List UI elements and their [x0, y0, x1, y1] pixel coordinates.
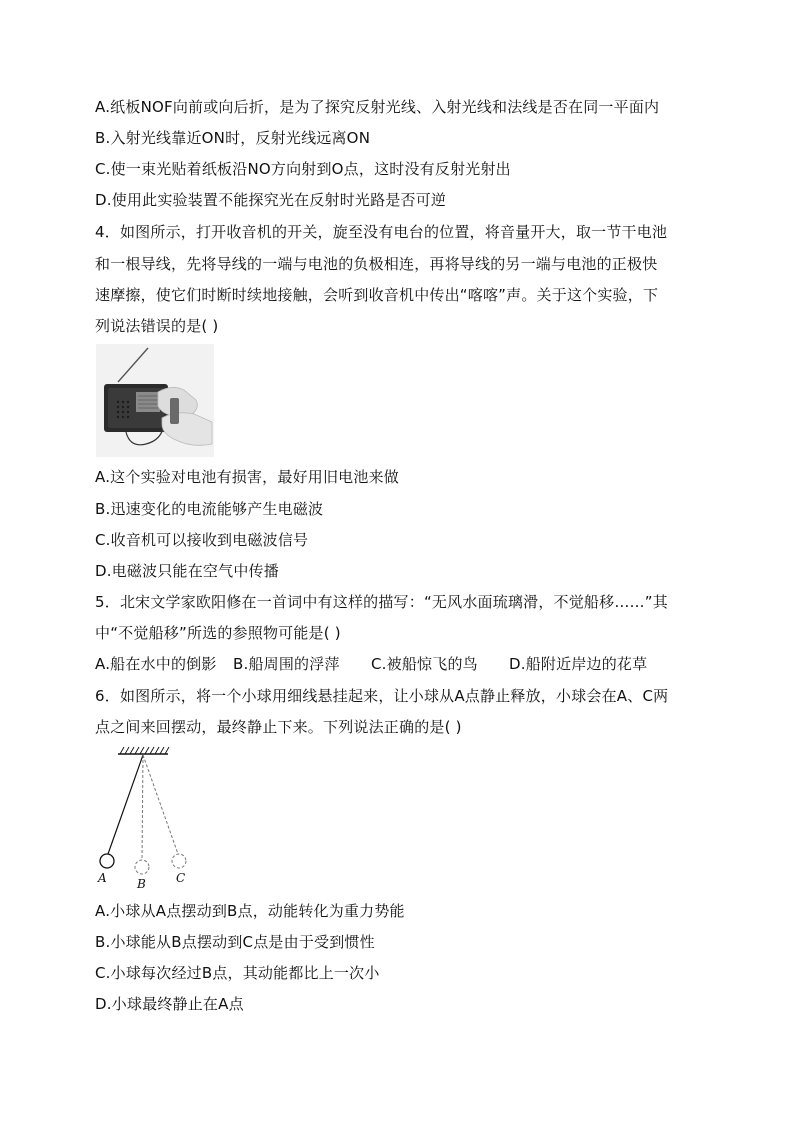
ball-b — [135, 860, 149, 874]
q3-option-d: D.使用此实验装置不能探究光在反射时光路是否可逆 — [95, 191, 447, 209]
q4-stem-line-3: 速摩擦，使它们时断时续地接触，会听到收音机中传出“喀喀”声。关于这个实验，下 — [95, 286, 659, 304]
label-c: C — [176, 871, 186, 885]
q5-stem-line-2: 中“不觉船移”所选的参照物可能是( ) — [95, 624, 341, 642]
q4-option-d: D.电磁波只能在空气中传播 — [95, 562, 279, 580]
q6-option-b: B.小球能从B点摆动到C点是由于受到惯性 — [95, 933, 375, 951]
ceiling-hatch — [120, 747, 169, 754]
ball-c — [172, 854, 186, 868]
q4-stem-line-4: 列说法错误的是( ) — [95, 317, 219, 335]
string-c — [143, 755, 178, 854]
q3-option-b: B.入射光线靠近ON时，反射光线远离ON — [95, 129, 371, 147]
q6-option-c: C.小球每次经过B点，其动能都比上一次小 — [95, 964, 380, 982]
q5-option-a: A.船在水中的倒影 — [95, 655, 217, 673]
q5-option-b: B.船周围的浮萍 — [233, 655, 340, 673]
q4-stem-line-1: 4．如图所示，打开收音机的开关，旋至没有电台的位置，将音量开大，取一节干电池 — [95, 223, 668, 241]
q4-option-c: C.收音机可以接收到电磁波信号 — [95, 531, 309, 549]
label-a: A — [98, 871, 107, 885]
q3-option-c: C.使一束光贴着纸板沿NO方向射到O点，这时没有反射光射出 — [95, 160, 511, 178]
q5-option-d: D.船附近岸边的花草 — [509, 655, 648, 673]
q3-option-a: A.纸板NOF向前或向后折，是为了探究反射光线、入射光线和法线是否在同一平面内 — [95, 98, 660, 116]
q6-stem-line-2: 点之间来回摆动，最终静止下来。下列说法正确的是( ) — [95, 718, 462, 736]
q6-stem-line-1: 6．如图所示，将一个小球用细线悬挂起来，让小球从A点静止释放，小球会在A、C两 — [95, 687, 669, 705]
q6-option-a: A.小球从A点摆动到B点，动能转化为重力势能 — [95, 902, 405, 920]
q4-option-a: A.这个实验对电池有损害，最好用旧电池来做 — [95, 468, 399, 486]
label-b: B — [137, 877, 146, 890]
pendulum-diagram — [92, 742, 202, 890]
q5-option-c: C.被船惊飞的鸟 — [371, 655, 478, 673]
q4-stem-line-2: 和一根导线，先将导线的一端与电池的负极相连，再将导线的另一端与电池的正极快 — [95, 255, 658, 273]
string-b — [142, 755, 143, 860]
q6-option-d: D.小球最终静止在A点 — [95, 995, 244, 1013]
ball-a — [100, 854, 114, 868]
q5-options-row — [95, 654, 647, 674]
string-a — [108, 755, 143, 854]
q4-option-b: B.迅速变化的电流能够产生电磁波 — [95, 500, 324, 518]
radio-experiment-photo — [96, 344, 214, 457]
q5-stem-line-1: 5．北宋文学家欧阳修在一首词中有这样的描写：“无风水面琉璃滑，不觉船移……”其 — [95, 593, 668, 611]
